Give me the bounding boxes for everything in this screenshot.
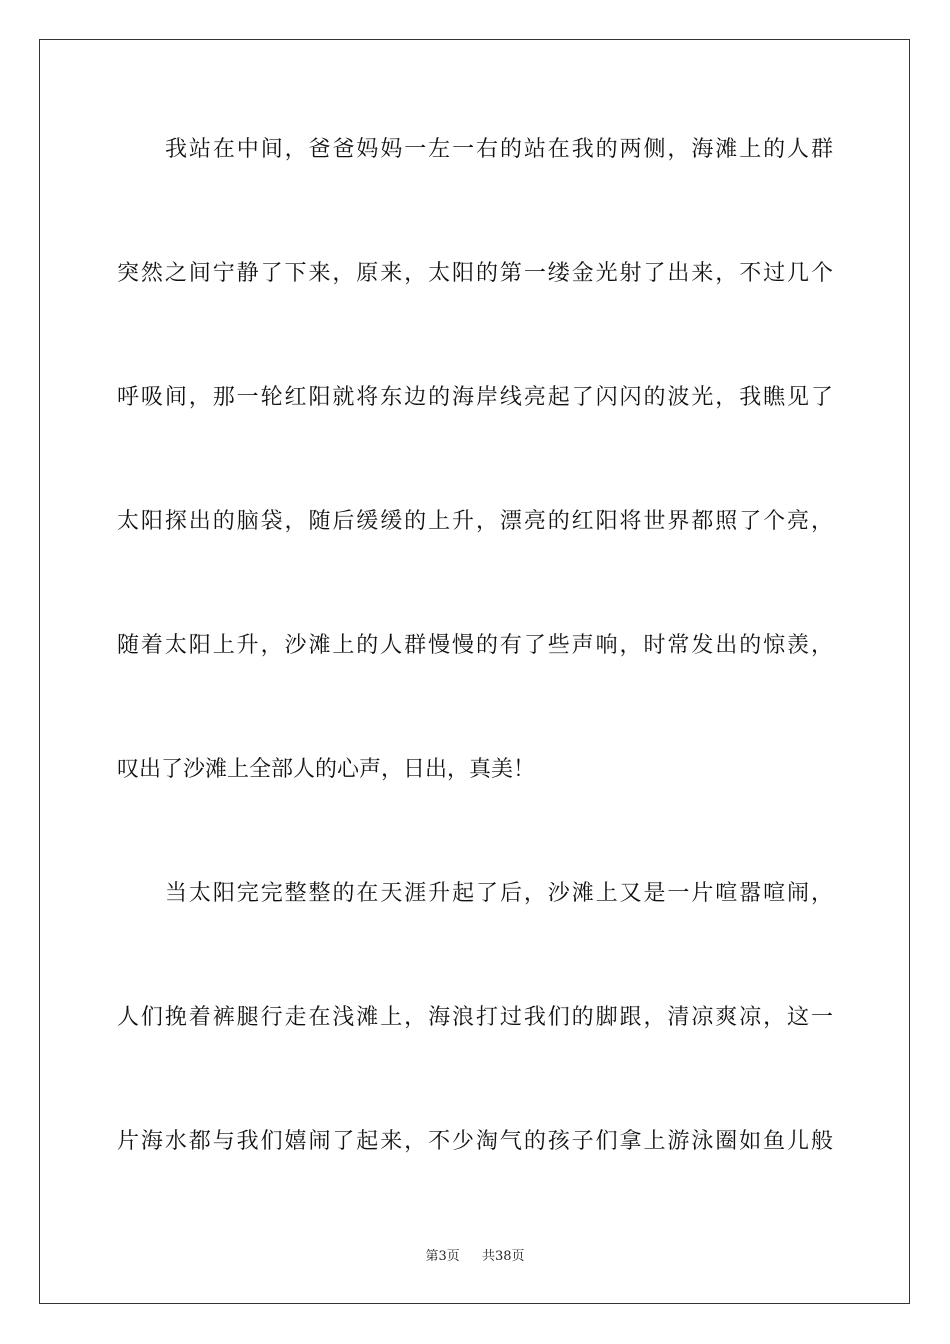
text-line: 呼吸间，那一轮红阳就将东边的海岸线亮起了闪闪的波光，我瞧见了 [117,385,833,410]
page-footer [0,1248,950,1266]
text-line: 太阳探出的脑袋，随后缓缓的上升，漂亮的红阳将世界都照了个亮， [117,509,833,534]
page-total: 共38页 [482,1249,525,1264]
text-line: 人们挽着裤腿行走在浅滩上，海浪打过我们的脚跟，清凉爽凉，这一 [117,1005,833,1030]
page-number: 第3页 [425,1249,460,1264]
page-border [39,39,910,1304]
text-line: 突然之间宁静了下来，原来，太阳的第一缕金光射了出来，不过几个 [117,261,833,286]
text-line: 随着太阳上升，沙滩上的人群慢慢的有了些声响，时常发出的惊羡， [117,633,833,658]
text-line: 叹出了沙滩上全部人的心声，日出，真美！ [117,757,536,782]
text-line: 我站在中间，爸爸妈妈一左一右的站在我的两侧，海滩上的人群 [165,137,833,162]
text-line: 片海水都与我们嬉闹了起来，不少淘气的孩子们拿上游泳圈如鱼儿般 [117,1129,833,1154]
text-line: 当太阳完完整整的在天涯升起了后，沙滩上又是一片喧嚣喧闹， [165,881,833,906]
